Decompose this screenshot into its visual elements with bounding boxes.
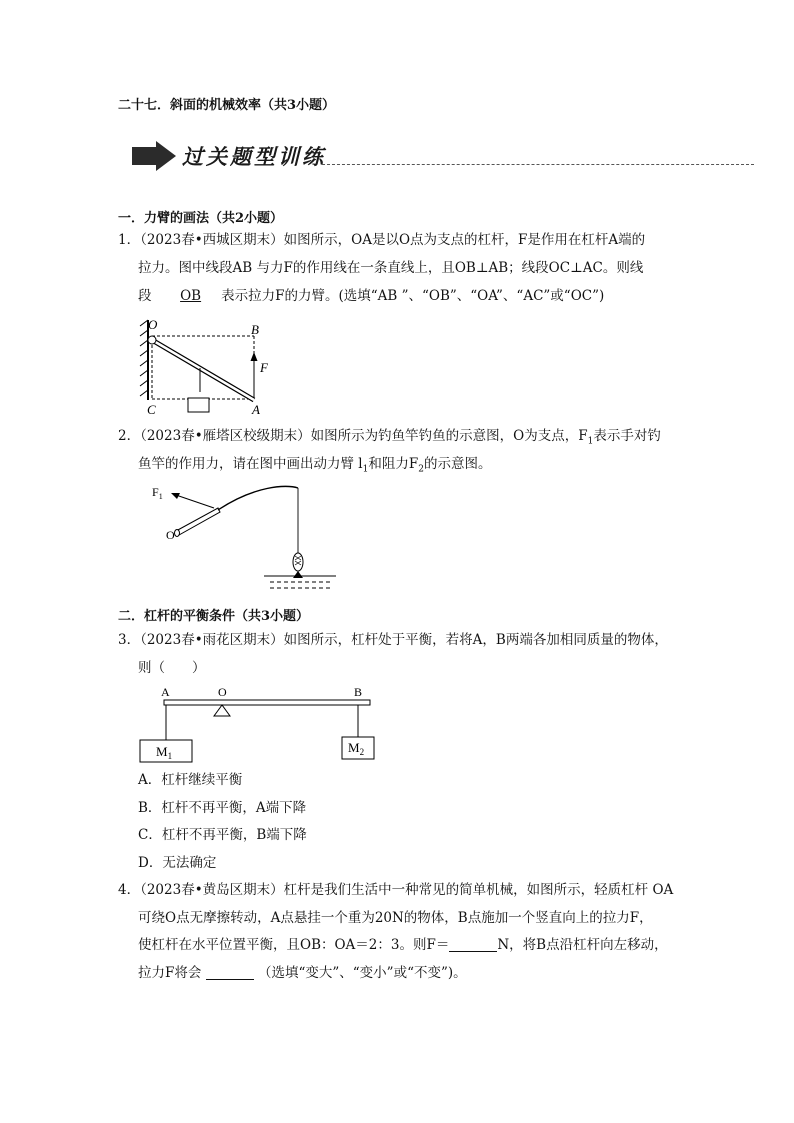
q3-option-a[interactable]: A．杠杆继续平衡 <box>138 772 243 788</box>
q1-fig-label-b: B <box>251 322 259 337</box>
q2-line-1: 2．（2023春•雁塔区校级期末）如图所示为钓鱼竿钓鱼的示意图，O为支点，$F_1$表示手对钓 <box>118 428 661 447</box>
q3-option-b[interactable]: B．杠杆不再平衡，A端下降 <box>138 800 307 816</box>
q2-fishing-rod-figure <box>146 482 356 597</box>
section-title-1: 一．力臂的画法（共2小题） <box>118 211 284 226</box>
q3-fig-label-m2: $M_2$ <box>348 740 365 757</box>
q1-line-3: 段 OB 表示拉力F的力臂。(选填“AB ”、“OB”、“OA”、“AC”或“OC”) <box>138 288 605 304</box>
q1-line-2: 拉力。图中线段AB 与力F的作用线在一条直线上，且OB⊥AB；线段OC⊥AC。则线 <box>138 260 644 276</box>
q2-fig-label-o: O <box>166 528 175 542</box>
banner-divider <box>322 164 754 165</box>
q2-fig-label-f: $F_1$ <box>152 485 163 501</box>
arrow-icon <box>130 141 178 171</box>
q3-fig-label-m1: $M_1$ <box>156 744 173 761</box>
q3-option-d[interactable]: D．无法确定 <box>138 855 217 871</box>
top-section-title: 二十七．斜面的机械效率（共3小题） <box>118 98 336 113</box>
q1-fig-label-f: F <box>260 360 268 375</box>
q3-line-1: 3．（2023春•雨花区期末）如图所示，杠杆处于平衡，若将A，B两端各加相同质量的物体， <box>118 632 668 648</box>
banner-title: 过关题型训练 <box>182 145 326 169</box>
q1-fig-label-o: O <box>148 317 158 332</box>
q3-option-c[interactable]: C．杠杆不再平衡，B端下降 <box>138 827 307 843</box>
q4-line-3: 使杠杆在水平位置平衡，且OB：OA＝2：3。则F＝ N，将B点沿杠杆向左移动， <box>138 937 668 953</box>
section-title-2: 二．杠杆的平衡条件（共3小题） <box>118 609 310 624</box>
q3-fig-label-a: A <box>161 685 170 699</box>
q1-lever-figure <box>128 312 278 417</box>
q3-fig-label-b: B <box>354 685 363 699</box>
q4-line-4: 拉力F将会 （选填“变大”、“变小”或“不变”)。 <box>138 965 467 981</box>
q1-fig-label-c: C <box>147 402 156 417</box>
q2-line-2: 鱼竿的作用力，请在图中画出动力臂 $l_1$和阻力$F_2$的示意图。 <box>138 456 492 475</box>
q4-blank-2[interactable] <box>206 963 254 980</box>
banner <box>130 138 756 178</box>
q3-lever-figure <box>132 682 382 764</box>
q4-line-2: 可绕O点无摩擦转动，A点悬挂一个重为20N的物体，B点施加一个竖直向上的拉力F， <box>138 910 653 926</box>
q3-fig-label-o: O <box>218 685 227 699</box>
q4-line-1: 4．（2023春•黄岛区期末）杠杆是我们生活中一种常见的简单机械，如图所示，轻质杠杆 OA <box>118 882 674 898</box>
q1-answer: OB <box>180 288 202 304</box>
q4-blank-1[interactable] <box>449 935 497 952</box>
q3-line-2: 则（ ） <box>138 660 206 676</box>
q1-fig-label-a: A <box>252 402 260 417</box>
q1-line-1: 1．（2023春•西城区期末）如图所示，OA是以O点为支点的杠杆，F是作用在杠杆A端的 <box>118 232 646 248</box>
